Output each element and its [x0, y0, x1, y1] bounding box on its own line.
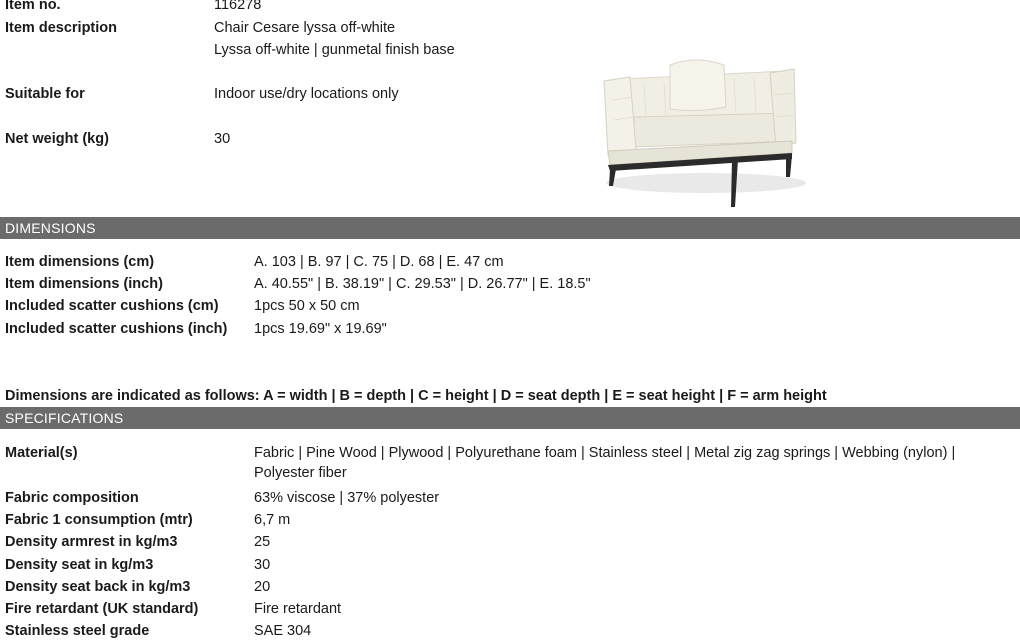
dimensions-legend-note: Dimensions are indicated as follows: A = width | B = depth | C = height | D = seat depth | E = seat height | F = arm height — [5, 388, 827, 404]
net-weight-value: 30 — [214, 131, 231, 147]
spec-value-materials: Fabric | Pine Wood | Plywood | Polyurethane foam | Stainless steel | Metal zig zag springs | Webbing (nylon) | Polyester fiber — [254, 445, 956, 481]
dim-label-cm: Item dimensions (cm) — [5, 254, 155, 270]
spec-label-fabric-composition: Fabric composition — [5, 490, 139, 506]
item-no-value: 116278 — [214, 0, 262, 13]
spec-value-density-seat-back: 20 — [254, 579, 271, 595]
item-description-line2: Lyssa off-white | gunmetal finish base — [214, 42, 455, 58]
dim-label-inch: Item dimensions (inch) — [5, 276, 163, 292]
item-description-label: Item description — [5, 20, 117, 36]
spec-label-density-armrest: Density armrest in kg/m3 — [5, 534, 178, 550]
spec-value-density-seat: 30 — [254, 557, 271, 573]
spec-label-density-seat-back: Density seat back in kg/m3 — [5, 579, 191, 595]
cushion-label-inch: Included scatter cushions (inch) — [5, 321, 228, 337]
spec-value-density-armrest: 25 — [254, 534, 271, 550]
dimensions-header: DIMENSIONS — [0, 217, 1020, 239]
cushion-value-cm: 1pcs 50 x 50 cm — [254, 298, 360, 314]
dim-value-cm: A. 103 | B. 97 | C. 75 | D. 68 | E. 47 cm — [254, 254, 504, 270]
spec-label-fire-retardant: Fire retardant (UK standard) — [5, 601, 199, 617]
suitable-for-value: Indoor use/dry locations only — [214, 86, 399, 102]
dim-value-inch: A. 40.55" | B. 38.19" | C. 29.53" | D. 26.77" | E. 18.5" — [254, 276, 591, 292]
cushion-label-cm: Included scatter cushions (cm) — [5, 298, 219, 314]
spec-value-steel-grade: SAE 304 — [254, 623, 312, 639]
specifications-header: SPECIFICATIONS — [0, 407, 1020, 429]
item-no-label: Item no. — [5, 0, 61, 13]
net-weight-label: Net weight (kg) — [5, 131, 109, 147]
spec-label-density-seat: Density seat in kg/m3 — [5, 557, 154, 573]
spec-value-fire-retardant: Fire retardant — [254, 601, 342, 617]
spec-value-fabric-consumption: 6,7 m — [254, 512, 291, 528]
spec-label-materials: Material(s) — [5, 445, 78, 461]
spec-label-steel-grade: Stainless steel grade — [5, 623, 150, 639]
suitable-for-label: Suitable for — [5, 86, 85, 102]
product-image — [594, 55, 814, 213]
item-description-line1: Chair Cesare lyssa off-white — [214, 20, 396, 36]
spec-value-fabric-composition: 63% viscose | 37% polyester — [254, 490, 440, 506]
cushion-value-inch: 1pcs 19.69" x 19.69" — [254, 321, 387, 337]
spec-label-fabric-consumption: Fabric 1 consumption (mtr) — [5, 512, 193, 528]
